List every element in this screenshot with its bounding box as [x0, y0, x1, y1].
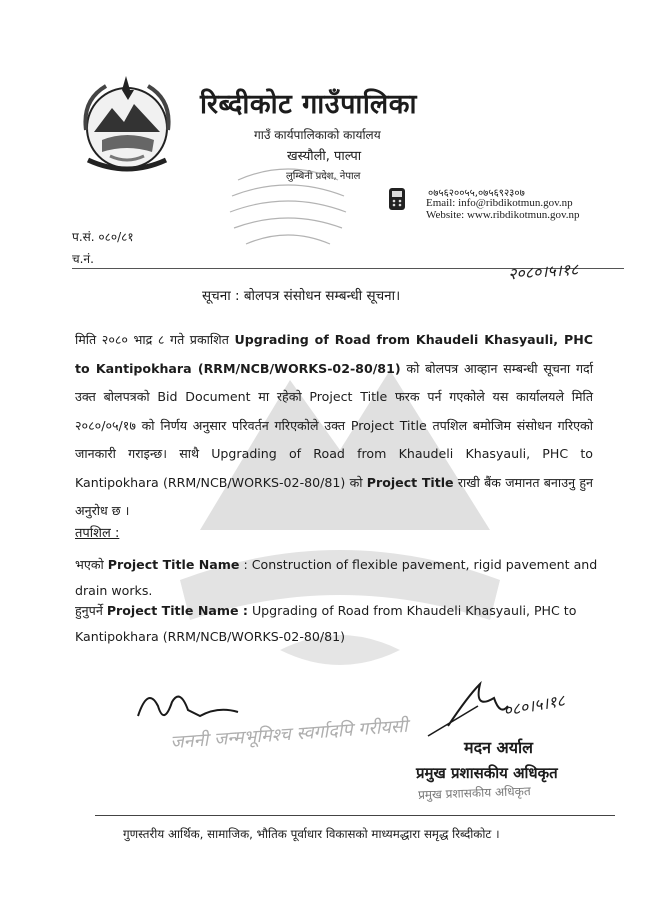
body-part-1: मिति २०८० भाद्र ८ गते प्रकाशित — [75, 332, 235, 347]
old-label: Project Title Name — [107, 557, 240, 572]
new-label: Project Title Name : — [106, 603, 248, 618]
signatory-role: प्रमुख प्रशासकीय अधिकृत — [416, 764, 558, 782]
handwritten-date-top: २०८०।५।१८ — [507, 259, 579, 284]
website-link[interactable]: Website: www.ribdikotmun.gov.np — [426, 209, 580, 221]
signatory-role-stamp: प्रमुख प्रशासकीय अधिकृत — [417, 784, 531, 802]
handwritten-date-signature: ०८०।५।१८ — [501, 690, 567, 721]
municipality-title: रिब्दीकोट गाउँपालिका — [200, 89, 417, 120]
notice-subject: सूचना : बोलपत्र संसोधन सम्बन्धी सूचना। — [202, 288, 401, 304]
office-name: गाउँ कार्यपालिकाको कार्यालय — [254, 128, 381, 142]
signatory-name: मदन अर्याल — [464, 738, 534, 757]
new-prefix: हुनुपर्ने — [75, 603, 107, 618]
email-address[interactable]: Email: info@ribdikotmun.gov.np — [426, 197, 573, 209]
notice-body — [75, 326, 593, 526]
footer-divider — [95, 815, 615, 816]
old-prefix: भएको — [75, 557, 108, 572]
details-heading: तपशिल : — [75, 526, 120, 541]
reference-number: प.सं. ०८०/८१ — [72, 230, 134, 244]
telephone-icon — [386, 186, 408, 212]
nepal-emblem-icon — [72, 70, 182, 180]
body-part-3: को बोलपत्र आव्हान सम्बन्धी सूचना गर्दा उक्त बोलपत्रको Bid Document मा रहेको Project Title फरक पर्न गएकोले यस कार्यालयले मिति २०८०/०५/१७ को निर्णय अनुसार परिवर्तन गरिएकोले उक्त Project Title तपशिल बमोजिम संसोधन गरिएको जानकारी गराइन्छ। साथै Upgrading of Road from Khaudeli Khasyauli, PHC to Kantipokhara (RRM/NCB/WORKS-02-80/81) को — [75, 360, 593, 490]
new-value: Upgrading of Road from Khaudeli Khasyauli, PHC to Kantipokhara (RRM/NCB/WORKS-02-80/81) — [75, 603, 577, 644]
watermark-motto: जननी जन्मभूमिश्च स्वर्गादपि गरीयसी — [169, 715, 409, 754]
office-place: खस्यौली, पाल्पा — [287, 149, 362, 164]
project-title-label: Project Title — [366, 474, 454, 490]
project-title-original: Upgrading of Road from Khaudeli Khasyauli, PHC to Kantipokhara (RRM/NCB/WORKS-02-80/81) — [75, 332, 594, 376]
dispatch-number: च.नं. — [72, 252, 94, 266]
footer-motto: गुणस्तरीय आर्थिक, सामाजिक, भौतिक पूर्वाधार विकासको माध्यमद्धारा समृद्ध रिब्दीकोट । — [123, 827, 500, 841]
detail-new-title — [75, 598, 600, 650]
detail-old-title — [75, 552, 600, 604]
phone-number: ०७५६२००५५,०७५६९२३०७ — [428, 188, 525, 199]
office-seal-stamp — [218, 160, 361, 252]
old-value: : Construction of flexible pavement, rigid pavement and drain works. — [75, 557, 598, 598]
office-province: लुम्बिनी प्रदेश, नेपाल — [286, 171, 361, 182]
body-part-5: राखी बैंक जमानत बनाउनु हुन अनुरोध छ । — [75, 474, 594, 518]
